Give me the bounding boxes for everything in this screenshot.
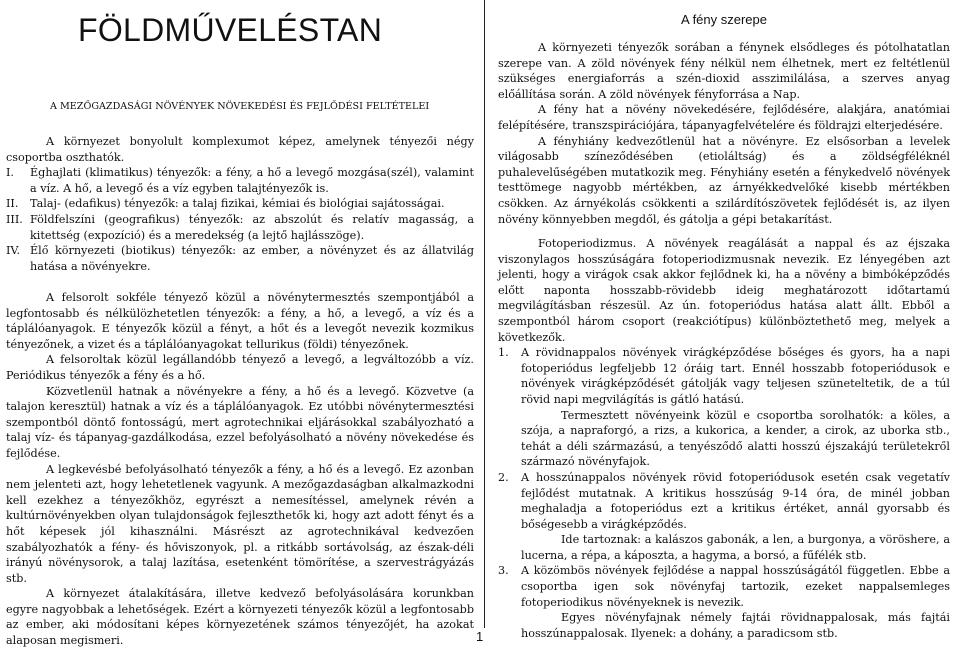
factor-group-1 bbox=[6, 165, 474, 196]
factor-group-text: Élő környezeti (biotikus) tényezők: az ember, a növényzet és az állatvilág hatása a növényekre. bbox=[30, 244, 474, 273]
body-paragraph: Közvetlenül hatnak a növényekre a fény, a hő és a levegő. Közvetve (a talajon keresztül) hatnak a víz és a táplálóanyagok. Ez utóbbi növénytermesztési szempontból döntő fontosságú, mert agrotechnikai eljárásokkal szabályozható a talaj víz- és tápanyag-gazdálkodása, ezzel befolyásolható a növény növekedése és fejlődése. bbox=[6, 384, 474, 460]
list-item-number: 3. bbox=[498, 564, 509, 578]
body-paragraph: A legkevésbé befolyásolható tényezők a fény, a hő és a levegő. Ez azonban nem jelenteti azt, hogy lehetetlenek vagyunk. A mezőgazdaságban alkalmazkodni kell ezekhez a tényezőkhöz, egyrészt a nemesítéssel, amelynek révén a kultúrnövényekben olyan tulajdonságok fejleszthetők ki, hogy azt adott fényt és a hőt képesek jól kihasználni. Másrészt az agrotechnikával kedvezően szabályozhatók a fény- és hőviszonyok, pl. a ritkább sortávolság, az észak-déli irányú növénysorok, a talaj lazítása, esetenként tömörítése, a szervestrágyázás stb. bbox=[6, 462, 474, 585]
factor-group-text: Talaj- (edafikus) tényezők: a talaj fizikai, kémiai és biológiai sajátosságai. bbox=[30, 197, 445, 211]
factor-group-number: IV. bbox=[6, 244, 21, 258]
section-subtitle: A MEZŐGAZDASÁGI NÖVÉNYEK NÖVEKEDÉSI ÉS FEJLŐDÉSI FELTÉTELEI bbox=[50, 101, 430, 112]
list-item-number: 1. bbox=[498, 346, 509, 360]
list-item-sub: Egyes növényfajnak némely fajtái rövidnappalosak, más fajtái hosszúnappalosak. Ilyenek: a dohány, a paradicsom stb. bbox=[521, 611, 950, 640]
body-block bbox=[6, 290, 474, 649]
list-item-number: 2. bbox=[498, 470, 509, 484]
list-item bbox=[498, 470, 950, 532]
factor-group-4 bbox=[6, 243, 474, 274]
photoperiod-term: Fotoperiodizmus bbox=[538, 237, 633, 250]
factor-group-number: III. bbox=[6, 212, 23, 226]
intro-block bbox=[6, 134, 474, 274]
intro-paragraph: A környezet bonyolult komplexumot képez, amelynek tényezői négy csoportba oszthatók. bbox=[6, 135, 474, 164]
factor-group-number: I. bbox=[6, 166, 14, 180]
list-item bbox=[498, 563, 950, 610]
factor-group-text: Földfelszíni (geografikus) tényezők: az abszolút és relatív magasság, a kitettség (expozíció) és a meredekség (a lejtő hajlásszöge). bbox=[30, 212, 474, 242]
light-role-block bbox=[498, 40, 950, 227]
document-title: FÖLDMŰVELÉSTAN bbox=[78, 12, 383, 48]
body-paragraph: A környezet átalakítására, illetve kedvező befolyásolására korunkban egyre nagyobbak a lehetőségek. Ezért a környezeti tényezők közül a legfontosabb az ember, aki módosítani képes környezetének számos tényezőjét, ha azokat alaposan megismeri. bbox=[6, 587, 474, 648]
list-item bbox=[498, 345, 950, 407]
body-paragraph: A felsorolt sokféle tényező közül a növénytermesztés szempontjából a legfontosabb és nélkülözhetetlen tényezők: a fény, a hő, a levegő, a víz és a táplálóanyagok. E tényezők közül a fényt, a hőt és a levegőt nevezik kozmikus tényezőnek, a vizet és a táplálóanyagokat tellurikus (földi) tényezőnek. bbox=[6, 291, 474, 351]
page-number: 1 bbox=[476, 629, 484, 644]
list-item-sub: Ide tartoznak: a kalászos gabonák, a len, a burgonya, a vöröshere, a lucerna, a répa, a káposzta, a hagyma, a borsó, a fűfélék stb. bbox=[521, 533, 950, 562]
factor-group-3 bbox=[6, 212, 474, 243]
body-paragraph: A felsoroltak közül legállandóbb tényező a levegő, a legváltozóbb a víz. Periódikus tényezők a fény és a hő. bbox=[6, 353, 474, 382]
body-paragraph: A fény hat a növény növekedésére, fejlődésére, alakjára, anatómiai felépítésére, transzspirációjára, tápanyagfelvételére és földrajzi elterjedésére. bbox=[498, 103, 950, 132]
factor-group-number: II. bbox=[6, 197, 19, 211]
list-item-sub: Termesztett növényeink közül e csoportba sorolhatók: a köles, a szója, a napraforgó, a rizs, a kukorica, a kender, a cirok, az uborka stb., tehát a déli származású, a tenyésződő alatti hosszú éjszakájú területekről származó növényfajok. bbox=[521, 408, 950, 469]
photoperiod-paragraph bbox=[498, 236, 950, 345]
factor-group-2 bbox=[6, 196, 474, 212]
photoperiod-text: . A növények reagálását a nappal és az éjszaka viszonylagos hosszúságára fotoperiodizmusnak nevezik. Ez lényegében azt jelenti, hogy a virágok csak akkor fejlődnek ki, ha a növény a bimbóképződés előtt naponta hosszabb-rövidebb ideig meghatározott időtartamú megvilágításban részesül. Az ún. fotoperiódus hatása alatt állt. Ebből a szempontból három csoport (reakciótípus) különböztethető meg, melyek a következők. bbox=[498, 237, 950, 344]
list-item-text: A rövidnappalos növények virágképződése bőséges és gyors, ha a napi fotoperiódus legfeljebb 12 óráig tart. Ennél hosszabb fotoperiódusok e növények virágképződését gátolják vagy teljesen szüneteltetik, de a túl rövid napi megvilágítás is gátló hatású. bbox=[521, 346, 950, 406]
list-item-text: A hosszúnappalos növények rövid fotoperiódusok esetén csak vegetatív fejlődést mutatnak. A kritikus hosszúság 9-14 óra, de minél jobban meghaladja a fotoperiódus ezt a kritikus értéket, annál gyorsabb és bőségesebb a virágképződés. bbox=[521, 470, 950, 531]
factor-group-text: Éghajlati (klimatikus) tényezők: a fény, a hő a levegő mozgása(szél), valamint a víz. A hő, a levegő és a víz egyben talajtényezők is. bbox=[30, 166, 474, 195]
section-heading: A fény szerepe bbox=[681, 12, 767, 27]
body-paragraph: A fényhiány kedvezőtlenül hat a növényre. Ez elsősorban a levelek világosabb színeződésében (etioláltság) és a zöldségféléknél puhalevelűségében mutatkozik meg. Fényhiány esetén a fénykedvelő növények testtömege nagyobb mértékben, az árnyékkedvelőké kisebb mértékben csökken. Az árnyékolás csökkenti a szilárdítószövetek fejlődését is, az ilyen növény könnyebben megdől, és gátolja a gépi betakarítást. bbox=[498, 134, 950, 226]
list-item-text: A közömbös növények fejlődése a nappal hosszúságától független. Ebbe a csoportba igen sok növényfaj tartozik, ezeket nappalsemleges fotoperiodikus növényeknek is nevezik. bbox=[521, 564, 950, 609]
body-paragraph: A környezeti tényezők sorában a fénynek elsődleges és pótolhatatlan szerepe van. A zöld növények fény nélkül nem élhetnek, mert ez feltétlenül szükséges energiaforrás a szén-dioxid asszimilálása, a szerves anyag előállítása során. A zöld növények fényforrása a Nap. bbox=[498, 41, 950, 101]
photoperiod-block bbox=[498, 236, 950, 641]
column-divider bbox=[484, 0, 485, 628]
